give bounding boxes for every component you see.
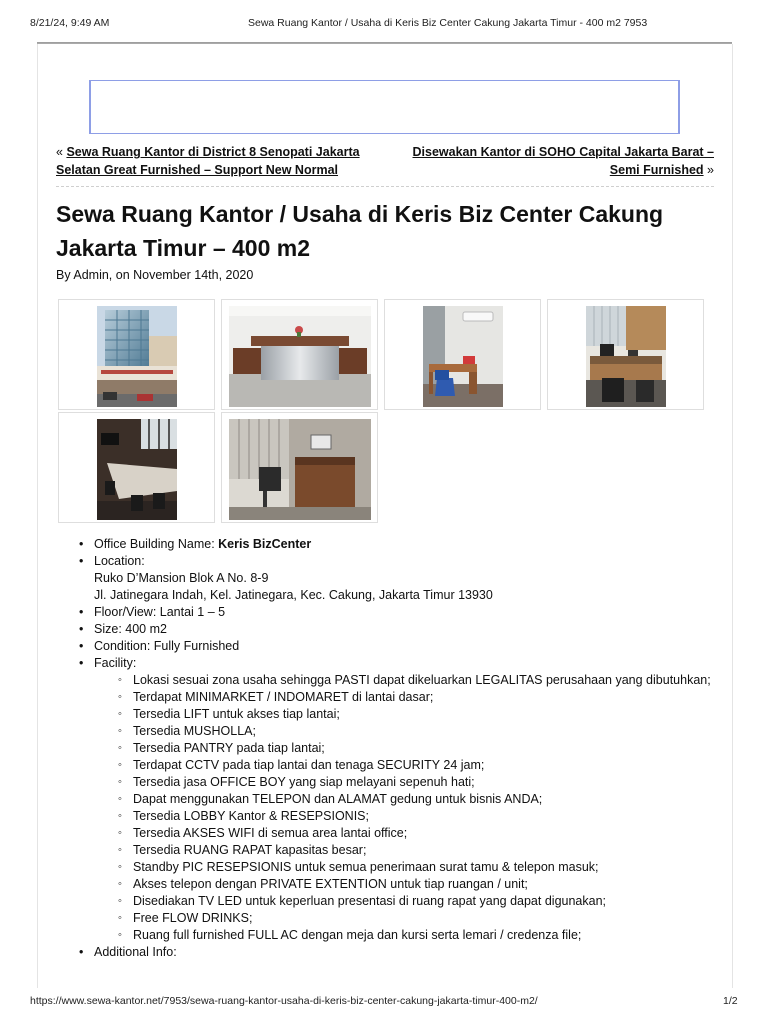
print-page-title: Sewa Ruang Kantor / Usaha di Keris Biz Center Cakung Jakarta Timur - 400 m2 7953 [248,17,648,29]
gallery-photo-reception[interactable] [221,299,378,410]
facility-item: ◦ Terdapat CCTV pada tiap lantai dan tenaga SECURITY 24 jam; [94,757,716,774]
next-post-nav [384,143,714,179]
facility-item: ◦ Tersedia jasa OFFICE BOY yang siap melayani sepenuh hati; [94,774,716,791]
facility-item: ◦ Tersedia LIFT untuk akses tiap lantai; [94,706,716,723]
detail-size: • Size: 400 m2 [56,621,716,638]
location-line-2: Jl. Jatinegara Indah, Kel. Jatinegara, Kec. Cakung, Jakarta Timur 13930 [94,588,493,602]
building-name: Keris BizCenter [218,537,312,551]
facility-item: ◦ Dapat menggunakan TELEPON dan ALAMAT gedung untuk bisnis ANDA; [94,791,716,808]
gallery-photo-workspace[interactable] [547,299,704,410]
facility-label: Facility: [94,656,137,670]
photo-gallery [58,299,708,527]
print-datetime: 8/21/24, 9:49 AM [30,17,110,29]
facility-item: ◦ Tersedia LOBBY Kantor & RESEPSIONIS; [94,808,716,825]
gallery-photo-building-exterior[interactable] [58,299,215,410]
facility-item: ◦ Tersedia RUANG RAPAT kapasitas besar; [94,842,716,859]
detail-floor: • Floor/View: Lantai 1 – 5 [56,604,716,621]
detail-condition: • Condition: Fully Furnished [56,638,716,655]
detail-additional-info: • Additional Info: [56,944,716,961]
private-office-image [229,419,371,520]
building-label: Office Building Name: [94,537,219,551]
facility-item: ◦ Tersedia AKSES WIFI di semua area lantai office; [94,825,716,842]
prev-arrow: « [56,145,63,159]
gallery-photo-office-room[interactable] [384,299,541,410]
facility-item: ◦ Free FLOW DRINKS; [94,910,716,927]
meeting-room-image [97,419,177,520]
previous-post-nav [56,143,386,179]
building-exterior-image [97,306,177,407]
print-footer-url: https://www.sewa-kantor.net/7953/sewa-ruang-kantor-usaha-di-keris-biz-center-cakung-jakarta-timur-400-m2/ [30,995,538,1007]
location-label: Location: [94,554,145,568]
detail-location [56,553,716,604]
facility-item: ◦ Terdapat MINIMARKET / INDOMARET di lantai dasar; [94,689,716,706]
detail-building-name [56,536,716,553]
article-byline: By Admin, on November 14th, 2020 [56,268,254,282]
facility-item: ◦ Tersedia PANTRY pada tiap lantai; [94,740,716,757]
facility-item: ◦ Akses telepon dengan PRIVATE EXTENTION untuk tiap ruangan / unit; [94,876,716,893]
facility-item: ◦ Tersedia MUSHOLLA; [94,723,716,740]
article-title: Sewa Ruang Kantor / Usaha di Keris Biz Center Cakung Jakarta Timur – 400 m2 [56,201,664,261]
office-room-image [423,306,503,407]
next-arrow: » [707,163,714,177]
facility-item: ◦ Lokasi sesuai zona usaha sehingga PASTI dapat dikeluarkan LEGALITAS perusahaan yang dibutuhkan; [94,672,716,689]
print-header [0,14,768,30]
facility-item: ◦ Standby PIC RESEPSIONIS untuk semua penerimaan surat tamu & telepon masuk; [94,859,716,876]
previous-post-link[interactable]: Sewa Ruang Kantor di District 8 Senopati Jakarta Selatan Great Furnished – Support New Normal [56,145,360,177]
location-line-1: Ruko D’Mansion Blok A No. 8-9 [94,571,269,585]
gallery-photo-private-office[interactable] [221,412,378,523]
next-post-link[interactable]: Disewakan Kantor di SOHO Capital Jakarta Barat – Semi Furnished [412,145,714,177]
property-details-list [56,536,716,961]
workspace-image [586,306,666,407]
ad-banner-placeholder[interactable] [89,80,680,134]
reception-desk-image [229,306,371,407]
detail-facility [56,655,716,944]
facility-list [94,672,716,944]
nav-divider [56,186,714,187]
facility-item: ◦ Disediakan TV LED untuk keperluan presentasi di ruang rapat yang dapat digunakan; [94,893,716,910]
gallery-photo-meeting-room[interactable] [58,412,215,523]
print-page-number: 1/2 [723,995,738,1007]
facility-item: ◦ Ruang full furnished FULL AC dengan meja dan kursi serta lemari / credenza file; [94,927,716,944]
